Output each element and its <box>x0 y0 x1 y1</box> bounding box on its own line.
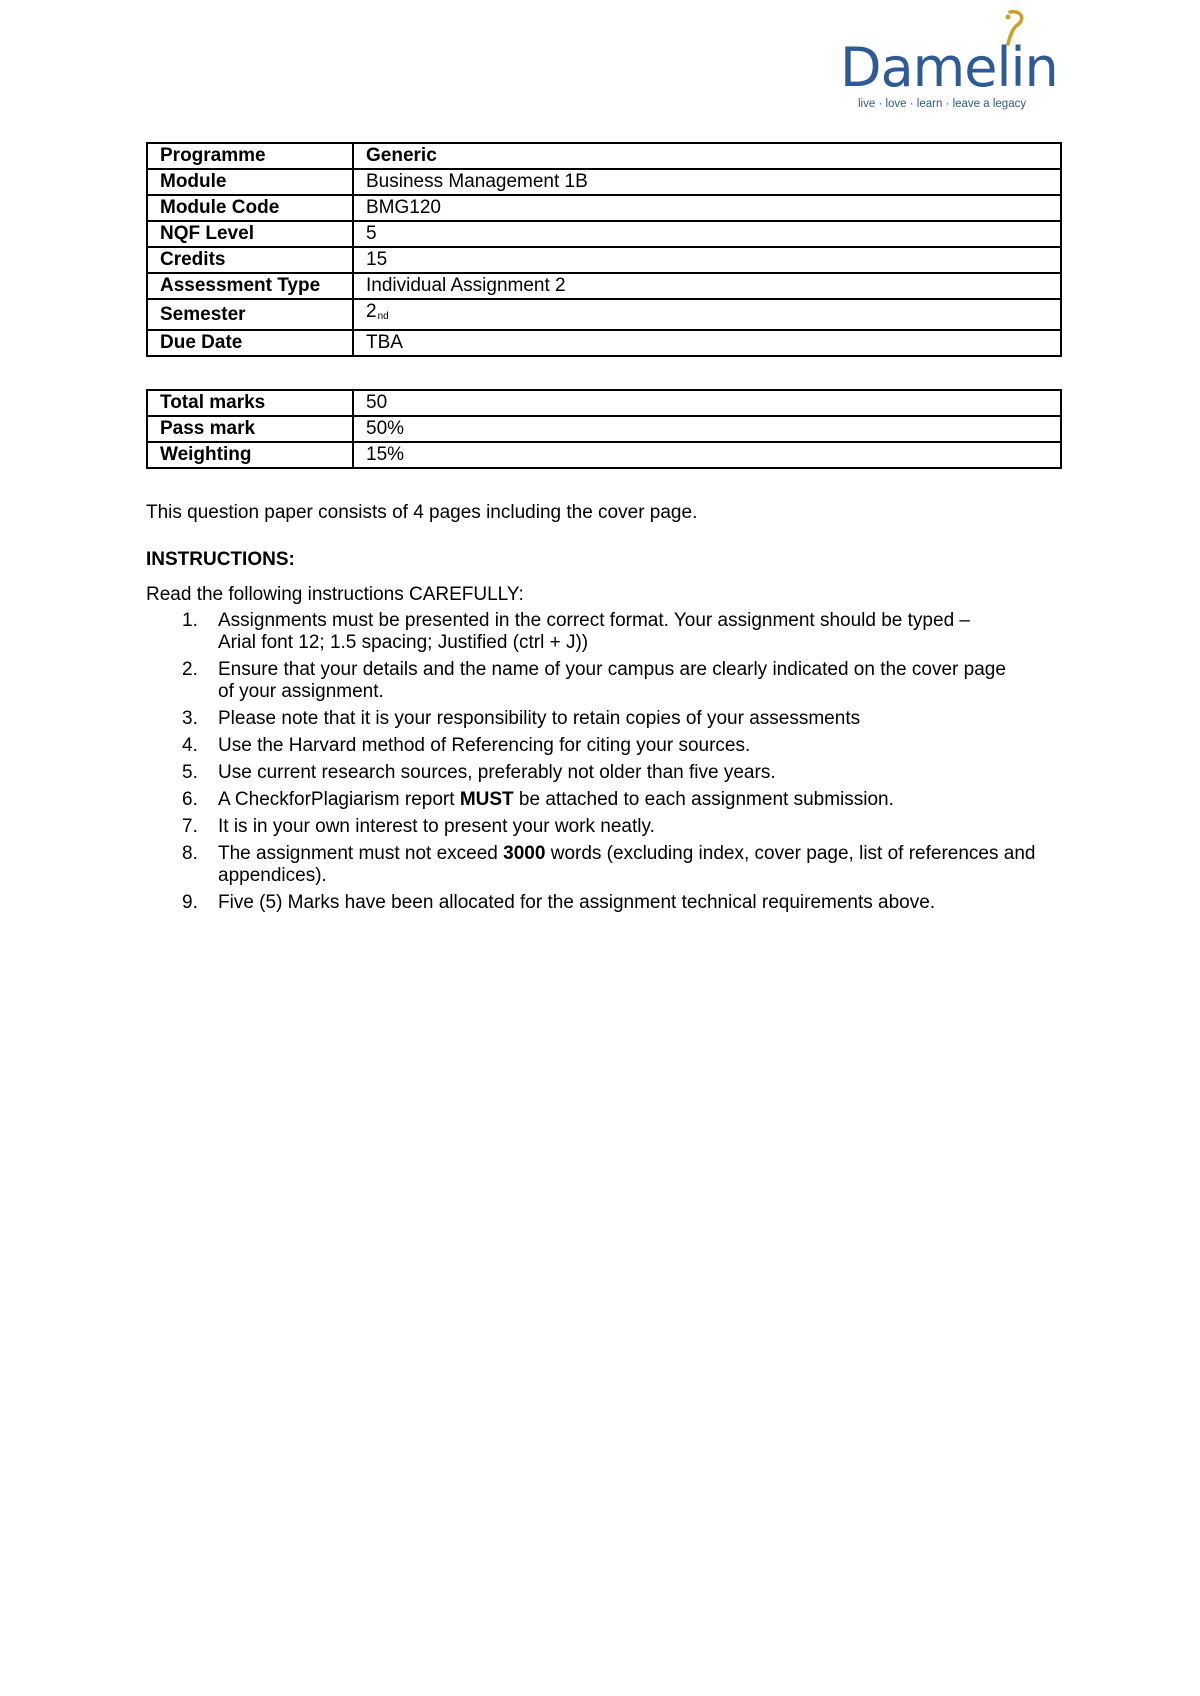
row-value: Business Management 1B <box>353 169 1061 195</box>
list-item <box>146 892 1106 914</box>
item-number: 3. <box>182 708 198 729</box>
item-text: Use current research sources, preferably not older than five years. <box>218 762 776 783</box>
row-label: Module Code <box>147 195 353 221</box>
pages-note: This question paper consists of 4 pages including the cover page. <box>146 502 698 523</box>
row-label: Credits <box>147 247 353 273</box>
row-value: Individual Assignment 2 <box>353 273 1061 299</box>
item-text-bold: MUST <box>459 789 514 810</box>
item-number: 9. <box>182 892 198 913</box>
row-label: NQF Level <box>147 221 353 247</box>
table-row <box>147 390 1061 416</box>
damelin-logo <box>840 6 1070 116</box>
item-text <box>218 843 1106 865</box>
row-value: Generic <box>353 143 1061 169</box>
table-row <box>147 273 1061 299</box>
list-item <box>146 762 1106 784</box>
item-text: It is in your own interest to present your work neatly. <box>218 816 655 837</box>
row-value: 5 <box>353 221 1061 247</box>
item-number: 7. <box>182 816 198 837</box>
semester-ordinal: nd <box>377 311 389 322</box>
item-text <box>218 789 1106 811</box>
table-row <box>147 221 1061 247</box>
row-label: Programme <box>147 143 353 169</box>
instructions-intro: Read the following instructions CAREFULLY: <box>146 584 524 605</box>
row-value: BMG120 <box>353 195 1061 221</box>
row-value: 50% <box>353 416 1061 442</box>
list-item <box>146 735 1106 757</box>
table-row <box>147 442 1061 468</box>
instructions-heading: INSTRUCTIONS: <box>146 549 295 570</box>
item-text: Ensure that your details and the name of your campus are clearly indicated on the cover page <box>218 659 1006 680</box>
list-item <box>146 708 1106 730</box>
list-item <box>146 816 1106 838</box>
item-text-bold: 3000 <box>503 843 546 864</box>
item-text-post: words (excluding index, cover page, list of references and <box>545 843 1036 864</box>
row-label: Total marks <box>147 390 353 416</box>
item-text: Five (5) Marks have been allocated for the assignment technical requirements above. <box>218 892 936 913</box>
logo-tagline: live · love · learn · leave a legacy <box>858 98 1027 110</box>
table-row <box>147 195 1061 221</box>
row-value: 15 <box>353 247 1061 273</box>
item-number: 1. <box>182 610 198 631</box>
semester-number: 2 <box>366 301 377 322</box>
row-label: Semester <box>147 299 353 330</box>
item-text: Use the Harvard method of Referencing for citing your sources. <box>218 735 751 756</box>
table-row <box>147 247 1061 273</box>
details-table <box>146 142 1062 357</box>
row-label: Assessment Type <box>147 273 353 299</box>
item-number: 8. <box>182 843 198 864</box>
table-row <box>147 299 1061 330</box>
item-text-cont: of your assignment. <box>218 681 384 702</box>
item-text-pre: A CheckforPlagiarism report <box>218 789 460 810</box>
table-row <box>147 330 1061 356</box>
list-item <box>146 843 1106 887</box>
item-number: 2. <box>182 659 198 680</box>
table-row <box>147 169 1061 195</box>
row-value: 15% <box>353 442 1061 468</box>
row-label: Weighting <box>147 442 353 468</box>
item-text: Please note that it is your responsibility to retain copies of your assessments <box>218 708 861 729</box>
logo-brand: Damelin <box>840 36 1058 99</box>
row-label: Pass mark <box>147 416 353 442</box>
list-item <box>146 789 1106 811</box>
list-item <box>146 659 1106 703</box>
row-label: Module <box>147 169 353 195</box>
instructions-list <box>146 610 1106 919</box>
item-text-pre: The assignment must not exceed <box>218 843 504 864</box>
table-row <box>147 143 1061 169</box>
row-value <box>353 299 1061 330</box>
item-number: 4. <box>182 735 198 756</box>
marks-table <box>146 389 1062 469</box>
row-label: Due Date <box>147 330 353 356</box>
row-value: TBA <box>353 330 1061 356</box>
item-text-cont: appendices). <box>218 865 327 886</box>
item-number: 6. <box>182 789 198 810</box>
table-row <box>147 416 1061 442</box>
item-number: 5. <box>182 762 198 783</box>
list-item <box>146 610 1106 654</box>
item-text-post: be attached to each assignment submission. <box>513 789 894 810</box>
item-text-cont: Arial font 12; 1.5 spacing; Justified (ctrl + J)) <box>218 632 589 653</box>
row-value: 50 <box>353 390 1061 416</box>
item-text: Assignments must be presented in the correct format. Your assignment should be typed – <box>218 610 970 631</box>
